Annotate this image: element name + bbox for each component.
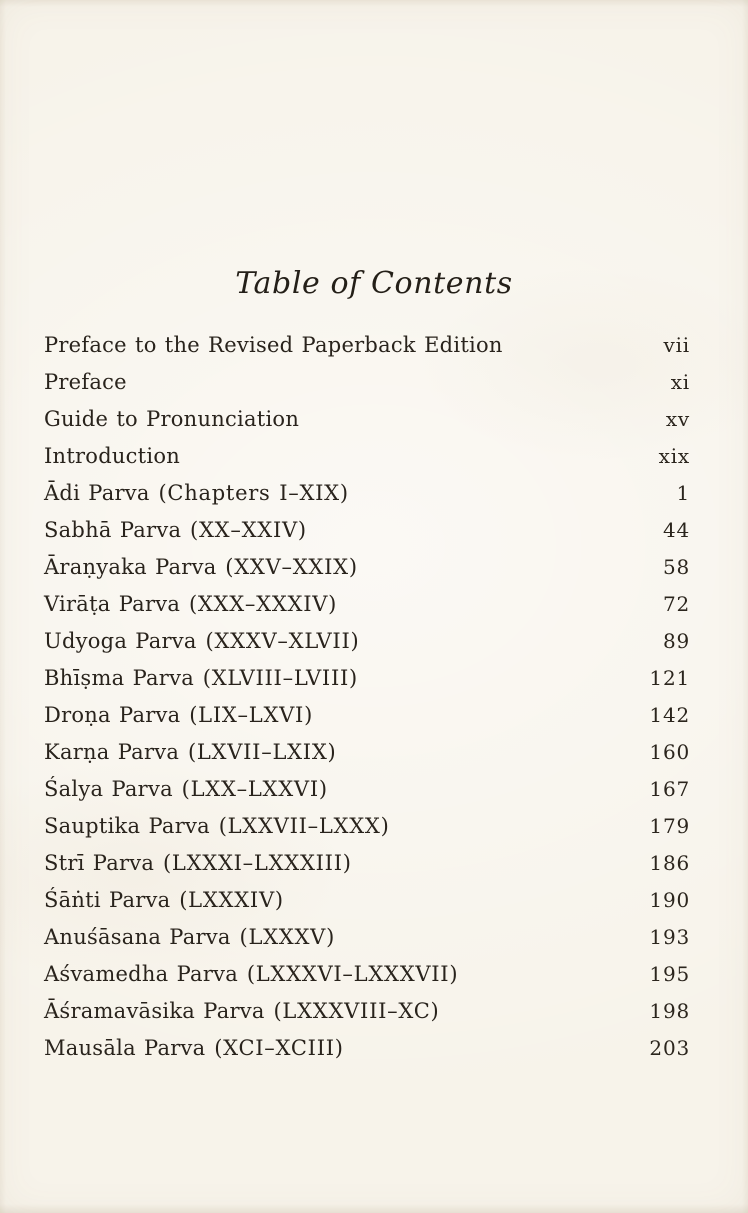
- toc-entry-page-number: 121: [649, 666, 690, 690]
- toc-entry-text: [44, 993, 439, 1030]
- toc-entry-label: Udyoga Parva: [44, 629, 197, 653]
- toc-entry-chapters: (XXXV–XLVII): [205, 629, 360, 653]
- page-title: Table of Contents: [235, 266, 513, 301]
- toc-entry-page-number: 203: [649, 1036, 690, 1060]
- toc-entry: [44, 401, 690, 438]
- toc-entry-chapters: (LXXXVI–LXXXVII): [246, 962, 459, 986]
- toc-entry: [44, 771, 690, 808]
- toc-entry: [44, 882, 690, 919]
- toc-entry-chapters: (LXXXIV): [179, 888, 284, 912]
- toc-entry-label: Strī Parva: [44, 851, 155, 875]
- toc-entry-label: Virāṭa Parva: [44, 592, 181, 616]
- toc-entry-chapters: (XCI–XCIII): [214, 1036, 344, 1060]
- toc-entry-label: Introduction: [44, 444, 181, 468]
- toc-entry-page-number: 167: [649, 777, 690, 801]
- toc-entry-chapters: (LIX–LXVI): [189, 703, 314, 727]
- toc-entry-page-number: xv: [665, 407, 690, 431]
- toc-entry-label: Preface to the Revised Paperback Edition: [44, 333, 503, 357]
- toc-entry-page-number: xi: [670, 370, 690, 394]
- toc-entry-text: [44, 956, 458, 993]
- toc-entry-label: Preface: [44, 370, 127, 394]
- toc-entry-text: [44, 586, 337, 623]
- toc-entry-text: [44, 845, 352, 882]
- toc-entry-label: Āśramavāsika Parva: [44, 999, 265, 1023]
- toc-entry-label: Karṇa Parva: [44, 740, 180, 764]
- toc-entry-chapters: (LXXXV): [239, 925, 336, 949]
- toc-entry: [44, 660, 690, 697]
- toc-entry-page-number: xix: [658, 444, 690, 468]
- toc-entry-page-number: 44: [662, 518, 690, 542]
- toc-entry: [44, 438, 690, 475]
- toc-entry: [44, 623, 690, 660]
- toc-entry-chapters: (XLVIII–LVIII): [202, 666, 358, 690]
- toc-entry-text: [44, 549, 358, 586]
- toc-entry-page-number: 198: [649, 999, 690, 1023]
- toc-entry-page-number: 193: [649, 925, 690, 949]
- toc-entry-text: [44, 697, 313, 734]
- toc-entry-chapters: (XXX–XXXIV): [188, 592, 338, 616]
- toc-entry-text: [44, 882, 284, 919]
- toc-entry-page-number: 195: [649, 962, 690, 986]
- toc-entry-text: [44, 660, 358, 697]
- toc-entry-page-number: 160: [649, 740, 690, 764]
- toc-entry-text: [44, 1030, 344, 1067]
- toc-entry-page-number: 190: [649, 888, 690, 912]
- toc-entry-text: [44, 475, 349, 512]
- toc-entry-text: [44, 327, 503, 364]
- toc-entry-label: Śāṅti Parva: [44, 888, 171, 912]
- toc-entry-label: Bhīṣma Parva: [44, 666, 194, 690]
- toc-entry-text: [44, 771, 328, 808]
- toc-entry: [44, 364, 690, 401]
- toc-entry-chapters: (LXXXI–LXXXIII): [162, 851, 352, 875]
- toc-entry-label: Sauptika Parva: [44, 814, 210, 838]
- toc-entry: [44, 549, 690, 586]
- toc-entry-label: Guide to Pronunciation: [44, 407, 300, 431]
- toc-entry: [44, 919, 690, 956]
- toc-entry-chapters: (XX–XXIV): [190, 518, 307, 542]
- toc-entry-label: Aśvamedha Parva: [44, 962, 238, 986]
- toc-entry-label: Śalya Parva: [44, 777, 173, 801]
- toc-entry-label: Ādi Parva: [44, 481, 150, 505]
- toc-entry: [44, 993, 690, 1030]
- toc-entry-text: [44, 919, 335, 956]
- toc-entry-text: [44, 808, 390, 845]
- toc-entry: [44, 327, 690, 364]
- toc-entry-chapters: (XXV–XXIX): [225, 555, 358, 579]
- toc-entry-label: Āraṇyaka Parva: [44, 555, 217, 579]
- toc-entry-label: Anuśāsana Parva: [44, 925, 231, 949]
- toc-entry: [44, 697, 690, 734]
- toc-entry-text: [44, 438, 180, 475]
- toc-entry-page-number: vii: [663, 333, 690, 357]
- toc-entry-label: Mausāla Parva: [44, 1036, 206, 1060]
- toc-entry: [44, 956, 690, 993]
- toc-entry-label: Sabhā Parva: [44, 518, 182, 542]
- toc-entry: [44, 1030, 690, 1067]
- toc-entry: [44, 808, 690, 845]
- toc-entry: [44, 512, 690, 549]
- toc-entry-chapters: (Chapters I–XIX): [158, 481, 349, 505]
- toc-entry-page-number: 142: [649, 703, 690, 727]
- toc-entry-page-number: 58: [662, 555, 690, 579]
- toc-entry-label: Droṇa Parva: [44, 703, 181, 727]
- toc-entry-page-number: 72: [662, 592, 690, 616]
- toc-entry-text: [44, 512, 307, 549]
- toc-entry-text: [44, 401, 299, 438]
- toc-entry: [44, 586, 690, 623]
- toc-entry-page-number: 89: [662, 629, 690, 653]
- toc-entry-page-number: 1: [676, 481, 690, 505]
- toc-entry: [44, 734, 690, 771]
- toc-entry-chapters: (LXXXVIII–XC): [273, 999, 440, 1023]
- toc-entry-chapters: (LXX–LXXVI): [181, 777, 328, 801]
- toc-entry: [44, 845, 690, 882]
- toc-entry-text: [44, 734, 336, 771]
- toc-entry-page-number: 179: [649, 814, 690, 838]
- toc-entry-text: [44, 364, 127, 401]
- toc-list: [44, 327, 690, 1067]
- toc-entry-chapters: (LXVII–LXIX): [187, 740, 337, 764]
- toc-entry-chapters: (LXXVII–LXXX): [218, 814, 390, 838]
- toc-entry-page-number: 186: [649, 851, 690, 875]
- toc-entry-text: [44, 623, 359, 660]
- toc-entry: [44, 475, 690, 512]
